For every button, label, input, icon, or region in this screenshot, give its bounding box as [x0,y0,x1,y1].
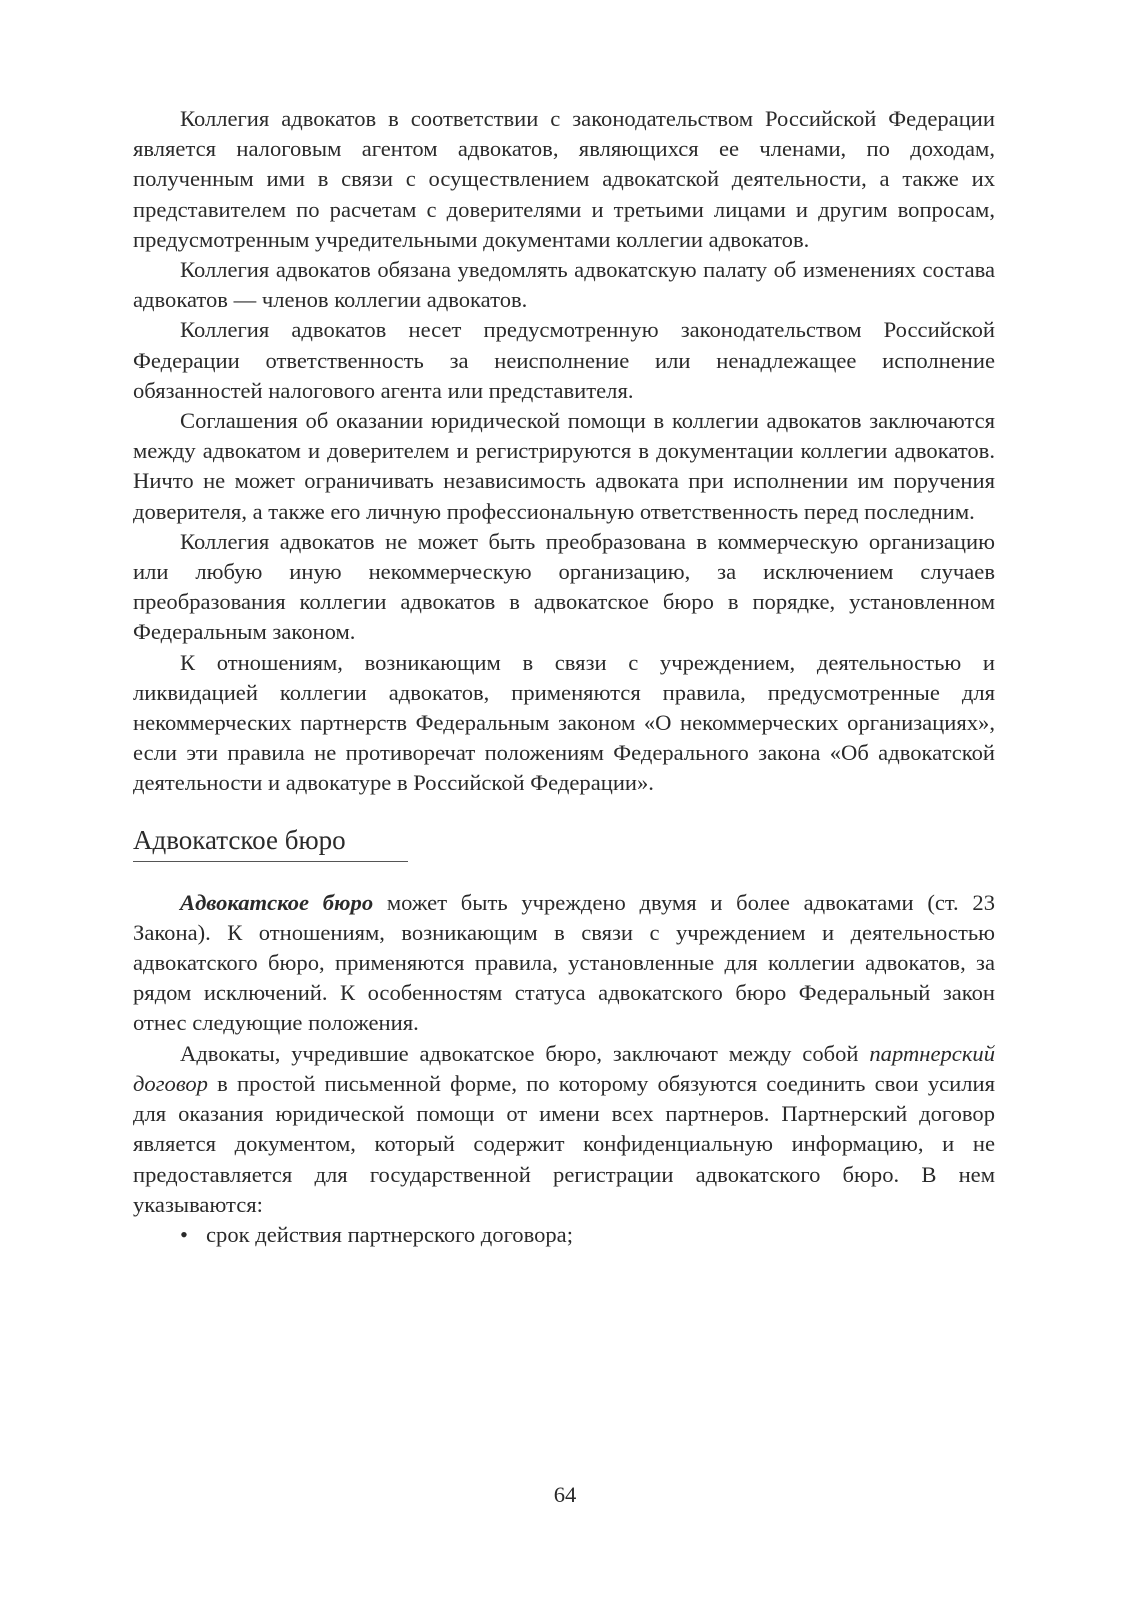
paragraph: Коллегия адвокатов не может быть преобразована в коммерческую организацию или любую иную некоммерческую организацию, за исключением случаев преобразования коллегии адвокатов в адвокатское бюро в порядке, установленном Федеральным законом. [133,528,995,645]
paragraph: Коллегия адвокатов в соответствии с законодательством Российской Федерации является налоговым агентом адвокатов, являющихся ее членами, по доходам, полученным ими в связи с осуществлением адвокатской деятельности, а также их представителем по расчетам с доверителями и третьими лицами и другим вопросам, предусмотренным учредительными документами коллегии адвокатов. [133,106,995,252]
list-item [180,1220,995,1250]
paragraph-text: в простой письменной форме, по которому обязуются соединить свои усилия для оказания юридической помощи от имени всех партнеров. Партнерский договор является документом, который содержит конфиденциальную информацию, и не предоставляется для государственной регистрации адвокатского бюро. В нем указываются: [133,1070,995,1217]
list-item-text: срок действия партнерского договора; [206,1221,573,1247]
section-heading-block [133,823,408,862]
page-number: 64 [553,1482,577,1507]
paragraph [133,888,995,1039]
page-body [133,104,995,1250]
paragraph-text: Адвокаты, учредившие адвокатское бюро, заключают между собой [180,1040,870,1066]
paragraph: Соглашения об оказании юридической помощи в коллегии адвокатов заключаются между адвокатом и доверителем и регистрируются в документации коллегии адвокатов. Ничто не может ограничивать независимость адвоката при исполнении им поручения доверителя, а также его личную профессиональную ответственность перед последним. [133,408,995,524]
bullet-icon: • [180,1221,188,1247]
term-emphasis: партнерский договор [133,1040,995,1096]
bullet-list [133,1220,995,1250]
paragraph-text: может быть учреждено двумя и более адвокатами (ст. 23 Закона). К отношениям, возникающим в связи с учреждением и деятельностью адвокатского бюро, применяются правила, установленные для коллегии адвокатов, за рядом исключений. К особенностям статуса адвокатского бюро Федеральный закон отнес следующие положения. [133,889,995,1036]
paragraph: Коллегия адвокатов несет предусмотренную законодательством Российской Федерации ответственность за неисполнение или ненадлежащее исполнение обязанностей налогового агента или представителя. [133,317,995,403]
paragraph [133,1039,995,1220]
section-heading: Адвокатское бюро [133,824,346,855]
paragraph: Коллегия адвокатов обязана уведомлять адвокатскую палату об изменениях состава адвокатов — членов коллегии адвокатов. [133,257,995,313]
term-emphasis: Адвокатское бюро [180,889,374,915]
paragraph: К отношениям, возникающим в связи с учреждением, деятельностью и ликвидацией коллегии адвокатов, применяются правила, предусмотренные для некоммерческих партнерств Федеральным законом «О некоммерческих организациях», если эти правила не противоречат положениям Федерального закона «Об адвокатской деятельности и адвокатуре в Российской Федерации». [133,649,995,796]
top-paragraphs [133,104,995,799]
